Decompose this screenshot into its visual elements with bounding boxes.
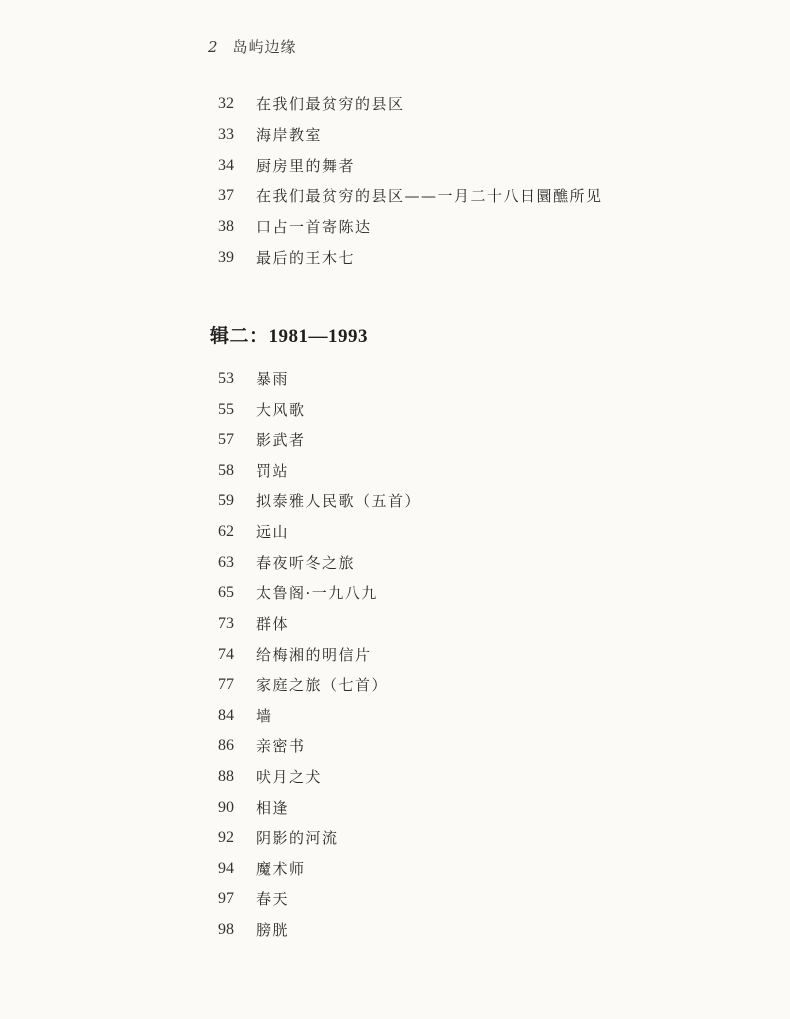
toc-page-number: 77 xyxy=(218,676,234,693)
toc-entry-title: 春天 xyxy=(256,890,290,908)
toc-page-number: 97 xyxy=(218,890,234,907)
toc-entry-title: 罚站 xyxy=(256,462,290,480)
toc-entry-title: 家庭之旅（七首） xyxy=(256,676,389,694)
toc-page-number: 73 xyxy=(218,615,234,632)
toc-page-number: 37 xyxy=(218,187,234,204)
toc-entry-title: 膀胱 xyxy=(256,921,290,939)
toc-page-number: 63 xyxy=(218,554,234,571)
toc-entry-title: 阴影的河流 xyxy=(256,829,339,847)
header-book-title: 岛屿边缘 xyxy=(232,38,297,56)
toc-page-number: 88 xyxy=(218,768,234,785)
toc-entry-title: 最后的王木七 xyxy=(256,249,356,267)
toc-page-number: 32 xyxy=(218,95,234,112)
toc-page-number: 57 xyxy=(218,431,234,448)
toc-page-number: 92 xyxy=(218,829,234,846)
toc-entry-title: 大风歌 xyxy=(256,401,306,419)
toc-entry-title: 亲密书 xyxy=(256,737,306,755)
toc-page-number: 59 xyxy=(218,492,234,509)
section-heading: 辑二：1981—1993 xyxy=(210,326,369,347)
toc-page-number: 55 xyxy=(218,401,234,418)
toc-page-number: 94 xyxy=(218,860,234,877)
toc-page-number: 84 xyxy=(218,707,234,724)
toc-entry-title: 厨房里的舞者 xyxy=(256,157,356,175)
toc-page-number: 38 xyxy=(218,218,234,235)
toc-entry-title: 远山 xyxy=(256,523,290,541)
toc-entry-title: 影武者 xyxy=(256,431,306,449)
toc-entry-title: 暴雨 xyxy=(256,370,290,388)
toc-page-number: 90 xyxy=(218,799,234,816)
toc-page-number: 86 xyxy=(218,737,234,754)
toc-entry-title: 在我们最贫穷的县区 xyxy=(256,95,405,113)
toc-entry-title: 相逢 xyxy=(256,799,290,817)
toc-page-number: 34 xyxy=(218,157,234,174)
toc-page-number: 62 xyxy=(218,523,234,540)
toc-page-number: 65 xyxy=(218,584,234,601)
toc-entry-title: 春夜听冬之旅 xyxy=(256,554,356,572)
toc-entry-title: 墙 xyxy=(256,707,273,725)
toc-page-number: 98 xyxy=(218,921,234,938)
toc-entry-title: 口占一首寄陈达 xyxy=(256,218,372,236)
toc-entry-title: 拟泰雅人民歌（五首） xyxy=(256,492,422,510)
toc-page-number: 33 xyxy=(218,126,234,143)
toc-entry-title: 海岸教室 xyxy=(256,126,323,144)
toc-entry-title: 吠月之犬 xyxy=(256,768,323,786)
toc-page-number: 53 xyxy=(218,370,234,387)
toc-page-number: 58 xyxy=(218,462,234,479)
toc-page-number: 74 xyxy=(218,646,234,663)
toc-entry-title: 在我们最贫穷的县区——一月二十八日圜醮所见 xyxy=(256,187,603,205)
toc-entry-title: 太鲁阁·一九八九 xyxy=(256,584,378,602)
toc-entry-title: 魔术师 xyxy=(256,860,306,878)
running-header xyxy=(208,36,297,57)
toc-entry-title: 群体 xyxy=(256,615,290,633)
toc-entry-title: 给梅湘的明信片 xyxy=(256,646,372,664)
header-page-number: 2 xyxy=(208,38,219,56)
toc-page-number: 39 xyxy=(218,249,234,266)
